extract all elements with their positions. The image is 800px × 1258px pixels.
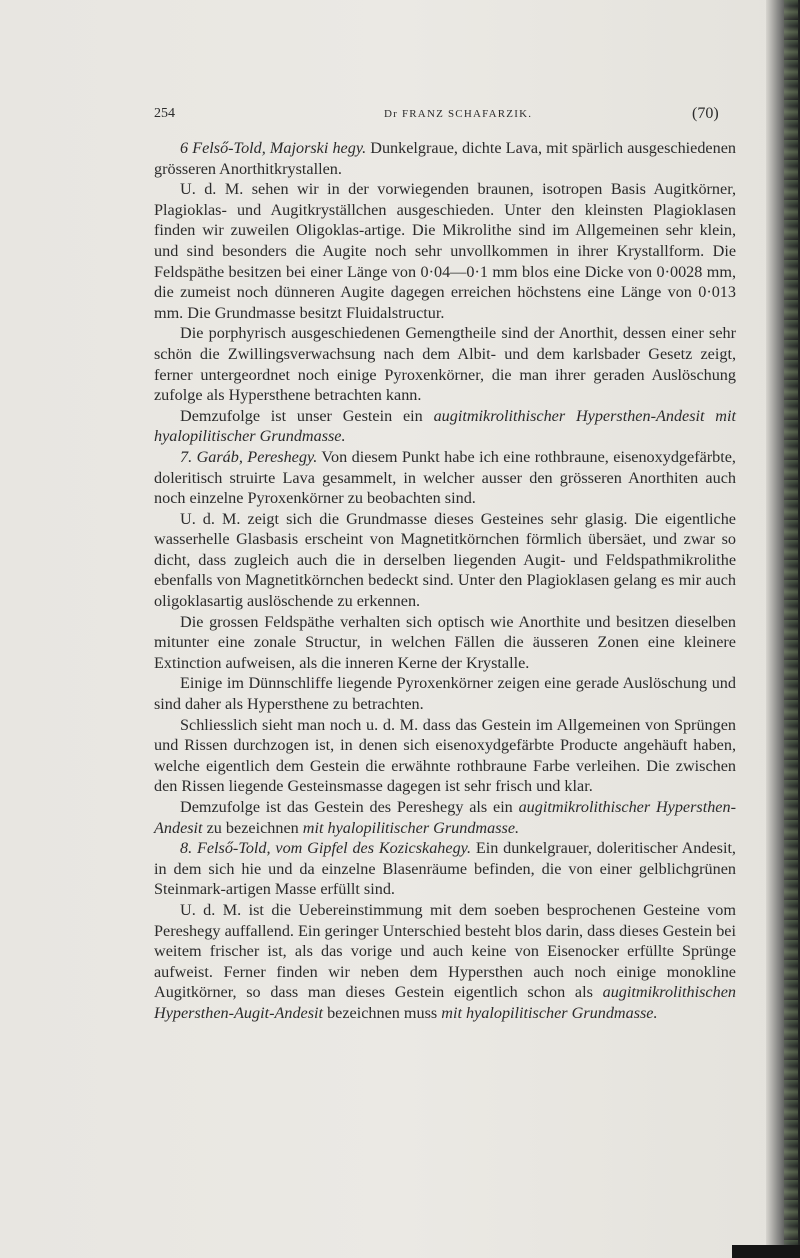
paragraph	[154, 612, 736, 674]
paragraph	[154, 323, 736, 405]
paragraph	[154, 406, 736, 447]
body-text	[154, 138, 736, 1024]
paragraph	[154, 797, 736, 838]
rock-classification: augitmikrolithischer Hypersthen-Andesit	[154, 798, 736, 837]
paragraph-text: Die porphyrisch ausgeschiedenen Gemengtheile sind der Anorthit, dessen einer sehr schön die Zwillingsverwachsung nach dem Albit- und dem karlsbader Gesetz zeigt, ferner untergeordnet noch einige Pyroxenkörner, die man ihrer geraden Auslöschung zufolge als Hypersthene betrachten kann.	[154, 324, 736, 405]
running-title: Dr FRANZ SCHAFARZIK.	[384, 108, 533, 120]
paragraph	[154, 179, 736, 323]
rock-classification: augitmikrolithischer Hypersthen-Andesit mit hyalopilitischer Grundmasse.	[154, 406, 736, 446]
paragraph-8	[154, 838, 736, 900]
paragraph-text: U. d. M. zeigt sich die Grundmasse dieses Gesteines sehr glasig. Die eigentliche wasserhelle Glasbasis erscheint von Magnetitkörnchen förmlich übersäet, und zwar so dicht, dass zugleich auch die in derselben liegenden Augit- und Feldspathmikrolithe ebenfalls von Magnetitkörnchen bedeckt sind. Unter den Plagioklasen gelang es mir auch oligoklasartig auslöschende zu erkennen.	[154, 509, 736, 611]
locality-heading: 8. Felső-Told, vom Gipfel des Kozicskahegy.	[180, 839, 472, 858]
paragraph-text: Dunkelgraue, dichte Lava, mit spärlich ausgeschiedenen grösseren Anorthitkrystallen.	[154, 139, 736, 178]
groundmass-classification: mit hyalopilitischer Grundmasse.	[302, 818, 520, 837]
paragraph	[154, 673, 736, 714]
paragraph-text: Ein dunkelgrauer, doleritischer Andesit, in dem sich hie und da einzelne Blasenräume befinden, die von einer gelblichgrünen Steinmark-artigen Masse erfüllt sind.	[154, 839, 736, 899]
section-number: (70)	[692, 105, 719, 122]
paragraph-text: U. d. M. ist die Uebereinstimmung mit dem soeben besprochenen Gesteine vom Pereshegy auffallend. Ein geringer Unterschied besteht blos darin, dass dieses Gestein bei weitem frischer ist, als das vorige und auch keine von Eisenocker erfüllte Sprünge aufweist. Ferner finden wir neben dem Hypersthen auch noch einige monokline Augitkörner, so dass man dieses Gestein eigentlich schon als	[154, 900, 736, 1002]
paragraph-text: bezeichnen muss	[323, 1003, 442, 1022]
paragraph-text: Einige im Dünnschliffe liegende Pyroxenkörner zeigen eine gerade Auslöschung und sind daher als Hypersthene zu betrachten.	[154, 674, 736, 714]
paragraph-text: Demzufolge ist unser Gestein ein	[180, 406, 434, 425]
paragraph-text: U. d. M. sehen wir in der vorwiegenden braunen, isotropen Basis Augitkörner, Plagioklas- und Augitkryställchen ausgeschieden. Unter den kleinsten Plagioklasen finden wir zuweilen Oligoklas-artige. Die Mikrolithe sind im Allgemeinen sehr klein, und sind besonders die Augite noch sehr unvollkommen in ihrer Krystallform. Die Feldspäthe besitzen bei einer Länge von 0·04—0·1 mm blos eine Dicke von 0·0028 mm, die zumeist noch dünneren Augite dagegen erreichen höchstens eine Länge von 0·013 mm. Die Grundmasse besitzt Fluidalstructur.	[154, 180, 736, 322]
paragraph	[154, 509, 736, 612]
locality-heading: 7. Garáb, Pereshegy.	[180, 447, 318, 466]
bottom-edge-bar	[732, 1245, 800, 1258]
paragraph-text: Schliesslich sieht man noch u. d. M. dass das Gestein im Allgemeinen von Sprüngen und Rissen durchzogen ist, in denen sich eisenoxydgefärbte Producte angehäuft haben, welche eigentlich dem Gestein die erwähnte rothbraune Farbe verleihen. Die zwischen den Rissen liegende Gesteinsmasse dagegen ist sehr frisch und klar.	[154, 715, 736, 796]
page-header	[154, 104, 719, 126]
paragraph-7	[154, 447, 736, 509]
paragraph	[154, 715, 736, 797]
paragraph-text: Demzufolge ist das Gestein des Pereshegy als ein	[180, 798, 519, 816]
paragraph-text: Von diesem Punkt habe ich eine rothbraune, eisenoxydgefärbte, doleritisch struirte Lava gesammelt, in welcher ausser den grösseren Anorthiten auch noch einzelne Pyroxenkörner zu beobachten sind.	[154, 447, 736, 508]
groundmass-classification: mit hyalopilitischer Grundmasse.	[441, 1003, 658, 1022]
paragraph-6	[154, 138, 736, 179]
paragraph-text: Die grossen Feldspäthe verhalten sich optisch wie Anorthite und besitzen dieselben mitunter eine zonale Structur, in welchen Fällen die äusseren Zonen eine kleinere Extinction aufweisen, als die inneren Kerne der Krystalle.	[154, 612, 736, 672]
paragraph-text: zu bezeichnen	[202, 818, 303, 837]
page-edge-texture	[784, 0, 798, 1258]
paragraph	[154, 900, 736, 1024]
rock-classification: augitmikrolithischen Hypersthen-Augit-Andesit	[154, 983, 736, 1022]
page-number: 254	[154, 106, 175, 121]
locality-heading: 6 Felső-Told, Majorski hegy.	[180, 139, 367, 157]
